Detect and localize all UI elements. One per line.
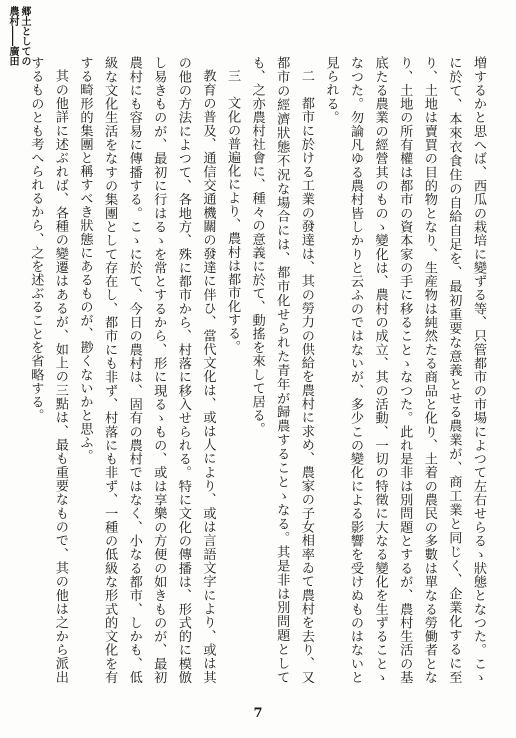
paragraph-5: 其の他詳に述ぶれば、各種の變遷はあるが、如上の三點は、最も重要なもので、其の他は之から派出するものとも考へられるから、之を述ぶることを省略する。 bbox=[28, 56, 68, 684]
running-head-title: 郷土としての農村――廣田 bbox=[7, 6, 30, 66]
paragraph-2: 二 都市に於ける工業の發達は、其の勞力の供給を農村に求め、農家の子女相率ゐて農村を去り、又都市の經濟狀態不況な場合には、都市化せられた青年が歸農することゝなる。其是非は別問題としても、之亦農村社會に、種々の意義に於て、動搖を來して居る。 bbox=[249, 56, 314, 684]
paragraph-4: 教育の普及、通信交通機關の發達に伴ひ、當代文化は、或は人により、或は言語文字により、或は其の他の方法によつて、各地方、殊に都市から、村落に移入せられる。特に文化の傳播は、形式的に模倣し易きものが、最初に行はるゝを常とするから、形に現るゝもの、或は享樂の方便の如きものが、最初農村にも容易に傳播する。こゝに於て、今日の農村は、固有の農村ではなく、小なる都市、しかも、低級な文化生活をなすの集團として存在し、都市にも非ず、村落にも非ず、一種の低級な形式的文化を有する畸形的集團と稱すべき狀態にあるものが、尠くないかと思ふ。 bbox=[77, 56, 216, 684]
page-number: 7 bbox=[253, 706, 263, 721]
paragraph-3: 三 文化の普遍化により、農村は都市化する。 bbox=[225, 69, 241, 354]
paragraph-1: 増するかと思へば、西瓜の栽培に變ずる等、只管都市の市場によつて左右せらるゝ狀態となつた。こゝに於て、本來衣食住の自給自足を、最初重要な意義とせる農業が、商工業と同じく、企業化するに至り、土地は賣買の目的物となり、生産物は純然たる商品と化り、土着の農民の多數は單なる勞働者となり、土地の所有權は都市の資本家の手に移ることゝなつた。此れ是非は別問題とするが、農村生活の基底たる農業の經營其のものゝ變化は、農村の成立、其の活動、一切の特徵に大なる變化を生ずることゝなつた。勿論凡ゆる農村皆しかりと云ふのではないが、多少この變化による影響を受けぬものはないと見られる。 bbox=[323, 56, 486, 684]
body-text bbox=[20, 56, 490, 684]
